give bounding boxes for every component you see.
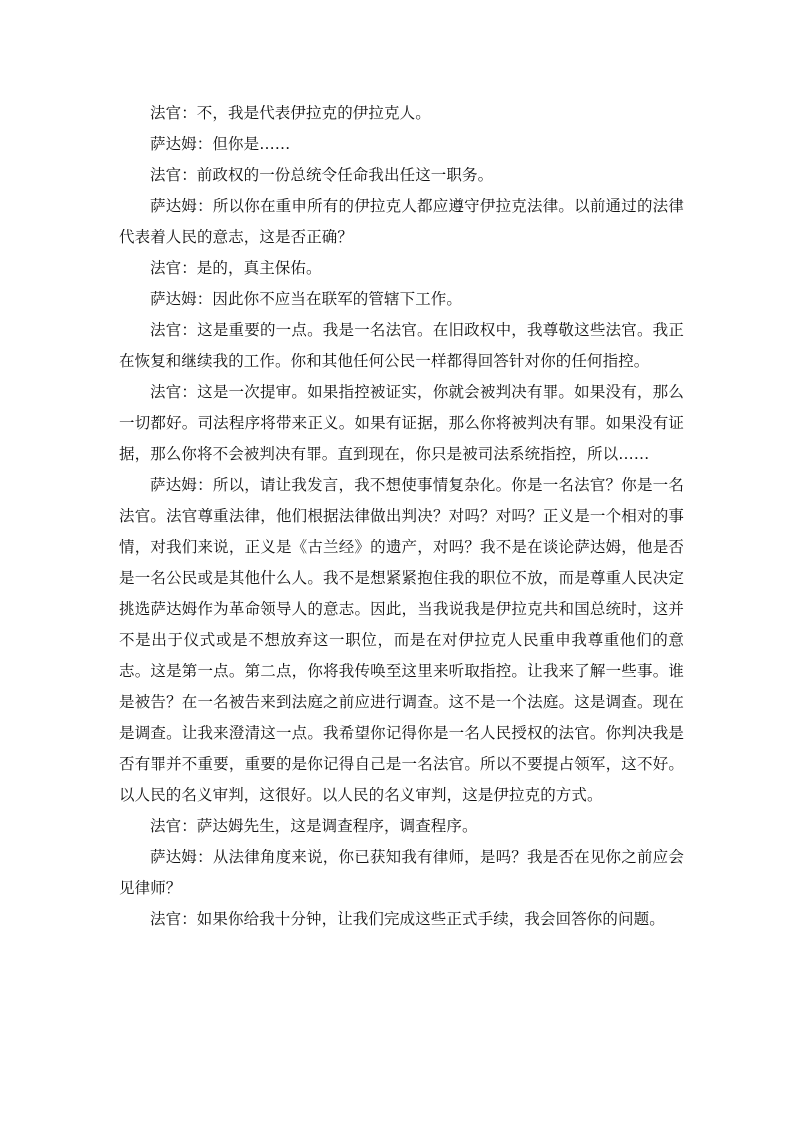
paragraph-saddam-1: 萨达姆：但你是……: [150, 135, 291, 153]
paragraph-saddam-2: 萨达姆：所以你在重申所有的伊拉克人都应遵守伊拉克法律。以前通过的法律代表着人民的意志，这是否正确？: [119, 197, 684, 246]
paragraph-saddam-5: 萨达姆：从法律角度来说，你已获知我有律师，是吗？我是否在见你之前应会见律师？: [119, 848, 684, 897]
paragraph-judge-5: 法官：这是一次提审。如果指控被证实，你就会被判决有罪。如果没有，那么一切都好。司法程序将带来正义。如果有证据，那么你将被判决有罪。如果没有证据，那么你将不会被判决有罪。直到现在，你只是被司法系统指控，所以……: [119, 383, 684, 463]
document-body: [119, 98, 684, 935]
paragraph-saddam-4: 萨达姆：所以，请让我发言，我不想使事情复杂化。你是一名法官？你是一名法官。法官尊重法律，他们根据法律做出判决？对吗？对吗？正义是一个相对的事情，对我们来说，正义是《古兰经》的遗产，对吗？我不是在谈论萨达姆，他是否是一名公民或是其他什么人。我不是想紧紧抱住我的职位不放，而是尊重人民决定挑选萨达姆作为革命领导人的意志。因此，当我说我是伊拉克共和国总统时，这并不是出于仪式或是不想放弃这一职位，而是在对伊拉克人民重申我尊重他们的意志。这是第一点。第二点，你将我传唤至这里来听取指控。让我来了解一些事。谁是被告？在一名被告来到法庭之前应进行调查。这不是一个法庭。这是调查。现在是调查。让我来澄清这一点。我希望你记得你是一名人民授权的法官。你判决我是否有罪并不重要，重要的是你记得自己是一名法官。所以不要提占领军，这不好。以人民的名义审判，这很好。以人民的名义审判，这是伊拉克的方式。: [119, 476, 684, 804]
paragraph-judge-6: 法官：萨达姆先生，这是调查程序，调查程序。: [150, 817, 478, 835]
paragraph-judge-2: 法官：前政权的一份总统令任命我出任这一职务。: [150, 166, 494, 184]
paragraph-judge-3: 法官：是的，真主保佑。: [150, 259, 322, 277]
paragraph-saddam-3: 萨达姆：因此你不应当在联军的管辖下工作。: [150, 290, 463, 308]
paragraph-judge-4: 法官：这是重要的一点。我是一名法官。在旧政权中，我尊敬这些法官。我正在恢复和继续我的工作。你和其他任何公民一样都得回答针对你的任何指控。: [119, 321, 684, 370]
paragraph-judge-1: 法官：不，我是代表伊拉克的伊拉克人。: [150, 104, 431, 122]
paragraph-judge-7: 法官：如果你给我十分钟，让我们完成这些正式手续，我会回答你的问题。: [150, 910, 665, 928]
